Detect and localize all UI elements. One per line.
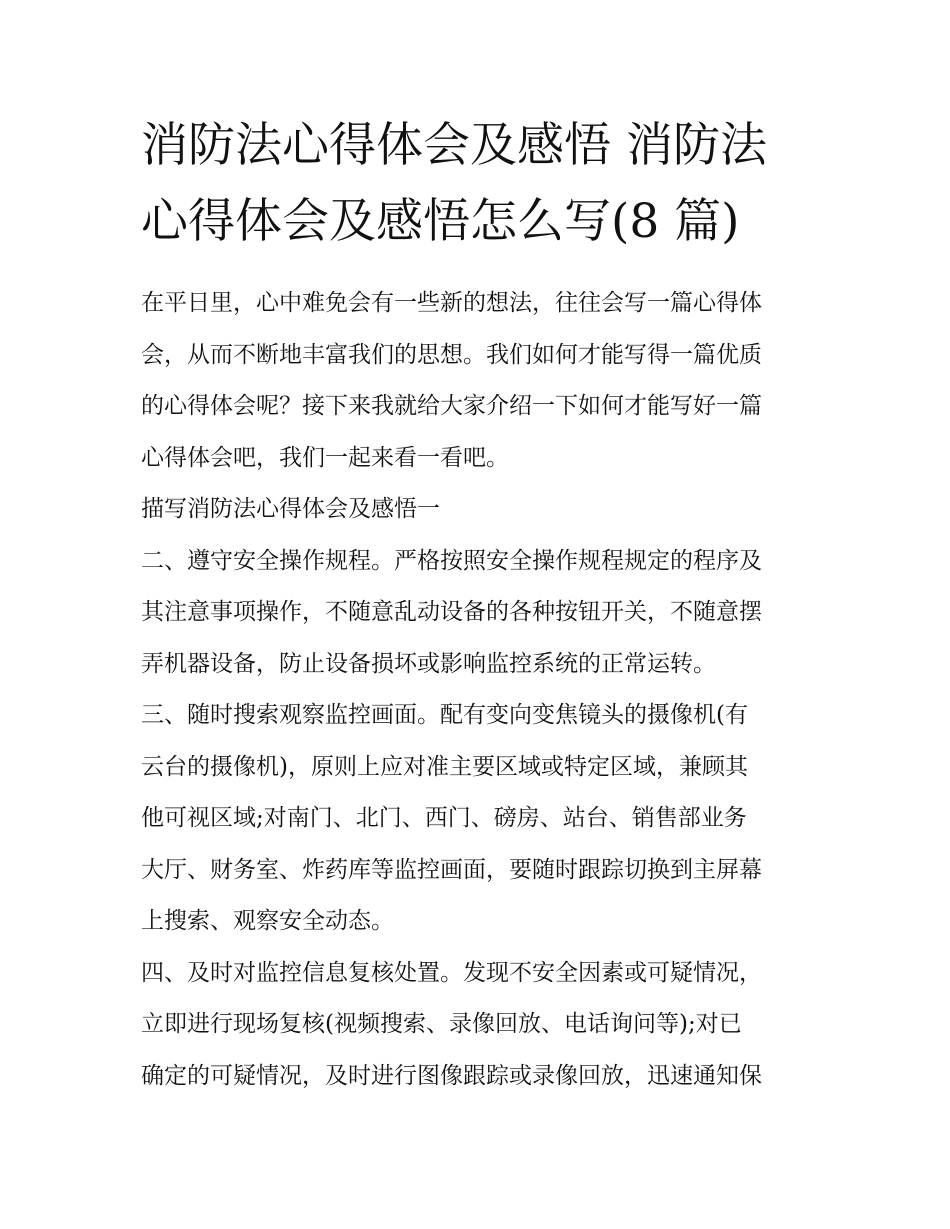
paragraph-item-4: [141, 948, 821, 1103]
text-line: 大厅、财务室、炸药库等监控画面，要随时跟踪切换到主屏幕: [141, 856, 762, 883]
text-line: 其注意事项操作，不随意乱动设备的各种按钮开关，不随意摆: [141, 599, 762, 625]
text-line: 立即进行现场复核(视频搜索、录像回放、电话询问等);对已: [141, 1011, 742, 1037]
text-line: 在平日里，心中难免会有一些新的想法，往往会写一篇心得体: [141, 290, 762, 316]
text-line: 会，从而不断地丰富我们的思想。我们如何才能写得一篇优质: [141, 341, 762, 368]
text-line: 弄机器设备，防止设备损坏或影响监控系统的正常运转。: [141, 650, 716, 677]
text-line: 上搜索、观察安全动态。: [141, 908, 394, 934]
paragraph-item-3: [141, 690, 821, 948]
text-line: 四、及时对监控信息复核处置。发现不安全因素或可疑情况，: [141, 959, 762, 986]
text-line: 他可视区域;对南门、北门、西门、磅房、站台、销售部业务: [141, 805, 747, 831]
text-line: 的心得体会呢？接下来我就给大家介绍一下如何才能写好一篇: [141, 393, 762, 419]
document-page: [141, 108, 821, 1102]
text-line: 描写消防法心得体会及感悟一: [141, 496, 440, 522]
text-line: 云台的摄像机)，原则上应对准主要区域或特定区域，兼顾其: [141, 753, 748, 780]
text-line: 二、遵守安全操作规程。严格按照安全操作规程规定的程序及: [141, 547, 762, 574]
intro-paragraph: [141, 278, 821, 484]
section-heading: [141, 484, 821, 536]
text-line: 心得体会吧，我们一起来看一看吧。: [141, 444, 509, 471]
title-line: 心得体会及感悟怎么写(8 篇): [141, 194, 740, 249]
paragraph-item-2: [141, 536, 821, 691]
text-line: 三、随时搜索观察监控画面。配有变向变焦镜头的摄像机(有: [141, 702, 748, 728]
title-line: 消防法心得体会及感悟 消防法: [141, 118, 767, 173]
text-line: 确定的可疑情况，及时进行图像跟踪或录像回放，迅速通知保: [141, 1062, 762, 1089]
document-title: [141, 108, 821, 260]
